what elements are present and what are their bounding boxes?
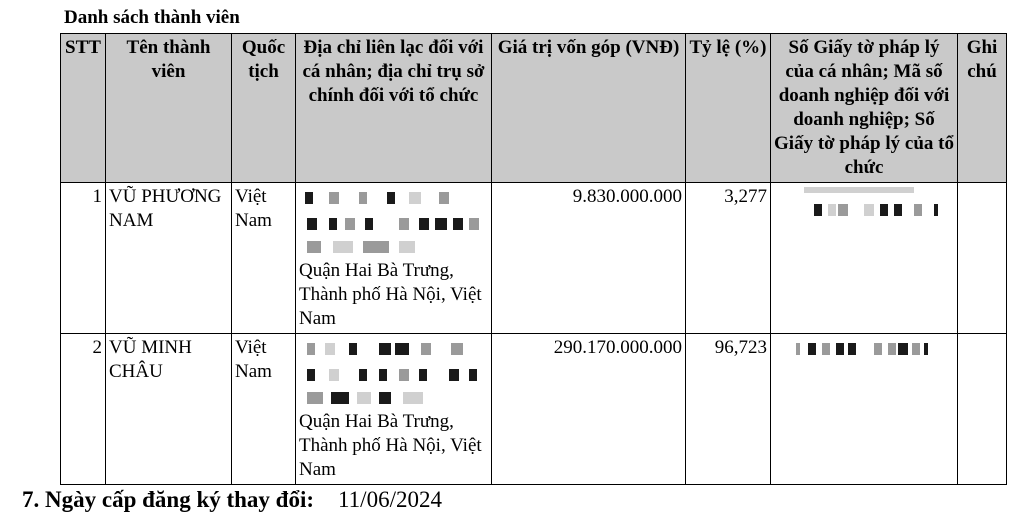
section-title: Danh sách thành viên <box>64 7 240 28</box>
row-nationality: Việt Nam <box>232 334 296 485</box>
row-member-name: VŨ MINH CHÂU <box>106 334 232 485</box>
header-ratio: Tỷ lệ (%) <box>686 34 771 183</box>
row-capital: 290.170.000.000 <box>492 334 686 485</box>
row-stt: 1 <box>61 183 106 334</box>
row-stt: 2 <box>61 334 106 485</box>
row-legal-id <box>771 334 958 485</box>
table-header-row <box>61 34 1007 183</box>
redacted-block <box>299 364 488 386</box>
row-address <box>296 334 492 485</box>
row-member-name: VŨ PHƯƠNG NAM <box>106 183 232 334</box>
row-note <box>958 334 1007 485</box>
header-member-name: Tên thành viên <box>106 34 232 183</box>
redacted-block <box>299 213 488 235</box>
redacted-block <box>774 185 954 195</box>
redacted-block <box>774 199 954 221</box>
header-capital: Giá trị vốn góp (VNĐ) <box>492 34 686 183</box>
header-nationality: Quốc tịch <box>232 34 296 183</box>
redacted-block <box>299 338 488 360</box>
header-legal-id: Số Giấy tờ pháp lý của cá nhân; Mã số doanh nghiệp đối với doanh nghiệp; Số Giấy tờ pháp lý của tổ chức <box>771 34 958 183</box>
row-address-visible: Quận Hai Bà Trưng, Thành phố Hà Nội, Việt Nam <box>299 411 482 480</box>
redacted-block <box>774 338 954 360</box>
redacted-block <box>299 390 488 406</box>
row-nationality: Việt Nam <box>232 183 296 334</box>
header-stt: STT <box>61 34 106 183</box>
table-row <box>61 334 1007 485</box>
row-address <box>296 183 492 334</box>
table-row <box>61 183 1007 334</box>
header-address: Địa chỉ liên lạc đối với cá nhân; địa chỉ trụ sở chính đối với tổ chức <box>296 34 492 183</box>
row-capital: 9.830.000.000 <box>492 183 686 334</box>
change-date-value: 11/06/2024 <box>338 487 442 512</box>
members-table <box>60 33 1007 485</box>
change-date-label: 7. Ngày cấp đăng ký thay đổi: <box>22 487 315 512</box>
redacted-block <box>299 187 488 209</box>
row-note <box>958 183 1007 334</box>
row-ratio: 3,277 <box>686 183 771 334</box>
change-registration-date <box>22 485 442 515</box>
header-note: Ghi chú <box>958 34 1007 183</box>
row-ratio: 96,723 <box>686 334 771 485</box>
redacted-block <box>299 239 488 255</box>
row-legal-id <box>771 183 958 334</box>
row-address-visible: Quận Hai Bà Trưng, Thành phố Hà Nội, Việt Nam <box>299 260 482 329</box>
